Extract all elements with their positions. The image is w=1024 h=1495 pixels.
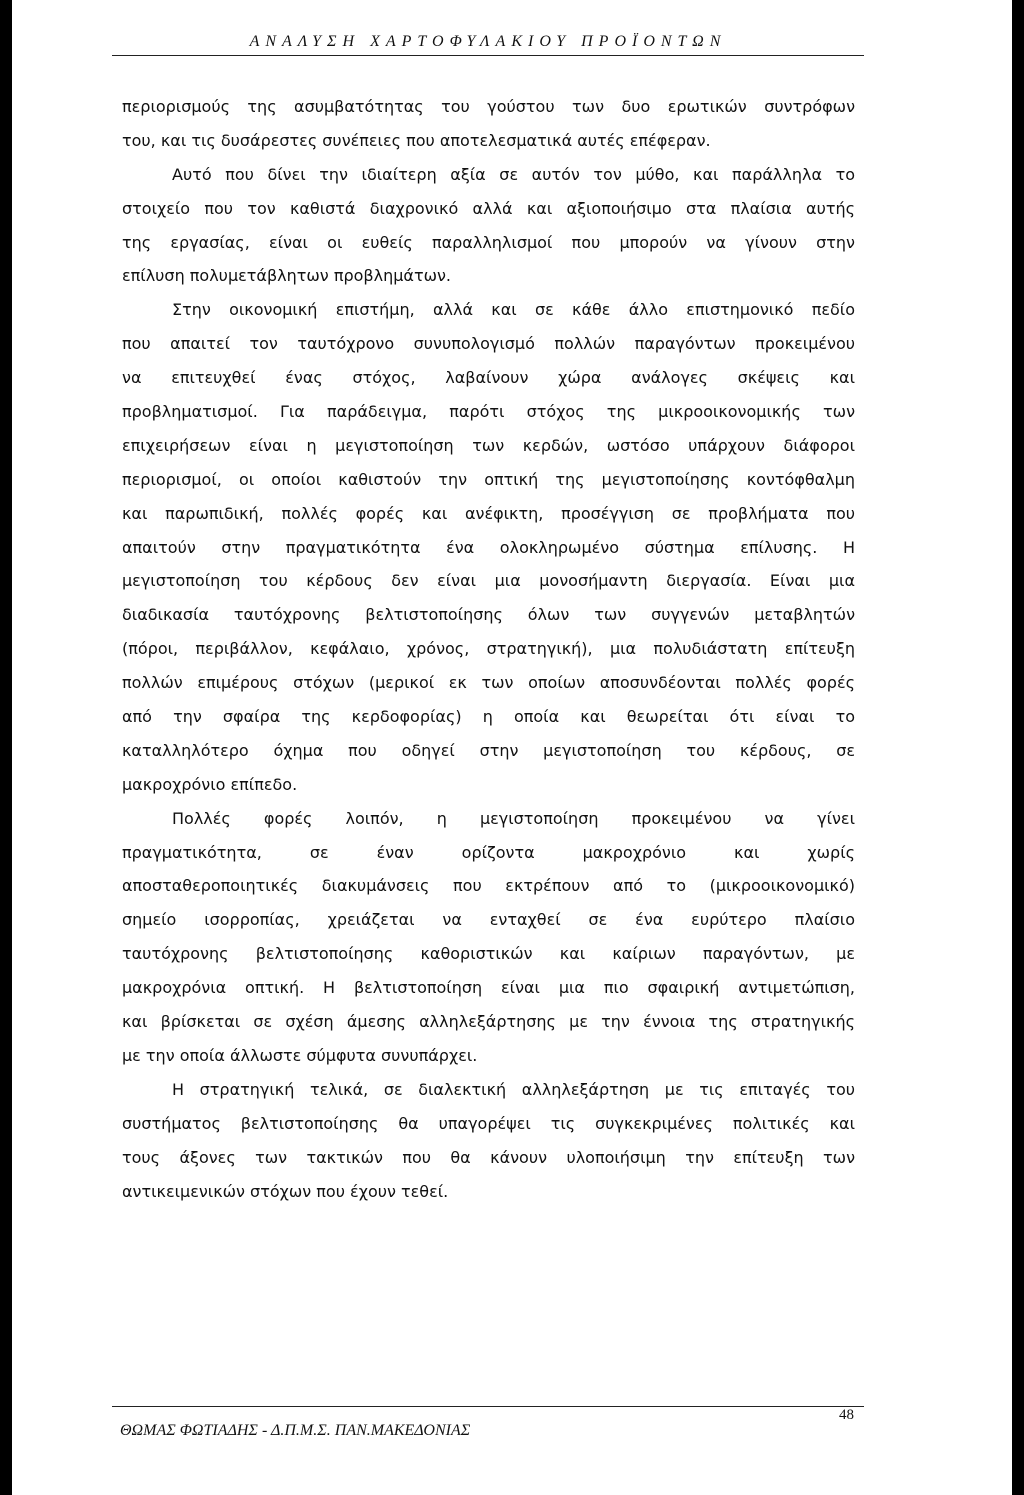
text-line: Αυτό που δίνει την ιδιαίτερη αξία σε αυτόν τον μύθο, και παράλληλα το [172, 164, 855, 184]
text-line: πραγματικότητα, σε έναν ορίζοντα μακροχρόνιο και χωρίς [122, 842, 855, 862]
text-line: από την σφαίρα της κερδοφορίας) η οποία και θεωρείται ότι είναι το [122, 707, 855, 727]
text-line: με την οποία άλλωστε σύμφυτα συνυπάρχει. [122, 1045, 478, 1065]
text-line: του, και τις δυσάρεστες συνέπειες που αποτελεσματικά αυτές επέφεραν. [122, 130, 711, 150]
text-line: αντικειμενικών στόχων που έχουν τεθεί. [122, 1181, 449, 1201]
header-rule [112, 55, 864, 56]
text-line: Η στρατηγική τελικά, σε διαλεκτική αλληλεξάρτηση με τις επιταγές του [172, 1079, 855, 1099]
footer-author-affiliation: ΘΩΜΑΣ ΦΩΤΙΑΔΗΣ - Δ.Π.Μ.Σ. ΠΑΝ.ΜΑΚΕΔΟΝΙΑΣ [120, 1422, 471, 1439]
body-text [122, 90, 855, 1208]
text-line: στοιχείο που τον καθιστά διαχρονικό αλλά και αξιοποιήσιμο στα πλαίσια αυτής [122, 198, 855, 218]
running-header-title: ΑΝΑΛΥΣΗ ΧΑΡΤΟΦΥΛΑΚΙΟΥ ΠΡΟΪΟΝΤΩΝ [249, 33, 727, 50]
text-line: επίλυση πολυμετάβλητων προβλημάτων. [122, 266, 451, 286]
text-line: αποσταθεροποιητικές διακυμάνσεις που εκτρέπουν από το (μικροοικονομικό) [122, 876, 855, 896]
text-line: διαδικασία ταυτόχρονης βελτιστοποίησης όλων των συγγενών μεταβλητών [122, 605, 855, 625]
text-line: μακροχρόνιο επίπεδο. [122, 774, 298, 794]
text-line: που απαιτεί τον ταυτόχρονο συνυπολογισμό πολλών παραγόντων προκειμένου [122, 334, 855, 354]
text-line: επιχειρήσεων είναι η μεγιστοποίηση των κερδών, ωστόσο υπάρχουν διάφοροι [122, 435, 855, 455]
text-line: περιορισμούς της ασυμβατότητας του γούστου των δυο ερωτικών συντρόφων [122, 97, 855, 116]
text-line: περιορισμοί, οι οποίοι καθιστούν την οπτική της μεγιστοποίησης κοντόφθαλμη [122, 469, 855, 489]
footer-rule [112, 1406, 864, 1407]
text-line: της εργασίας, είναι οι ευθείς παραλληλισμοί που μπορούν να γίνουν στην [122, 232, 855, 252]
text-line: ταυτόχρονης βελτιστοποίησης καθοριστικών και καίριων παραγόντων, με [122, 944, 855, 964]
text-line: σημείο ισορροπίας, χρειάζεται να ενταχθεί σε ένα ευρύτερο πλαίσιο [122, 910, 855, 930]
text-line: Πολλές φορές λοιπόν, η μεγιστοποίηση προκειμένου να γίνει [172, 808, 855, 828]
text-line: προβληματισμοί. Για παράδειγμα, παρότι στόχος της μικροοικονομικής των [122, 402, 855, 422]
page-number: 48 [839, 1407, 854, 1423]
text-line: μακροχρόνια οπτική. Η βελτιστοποίηση είναι μια πιο σφαιρική αντιμετώπιση, [122, 978, 855, 998]
text-line: συστήματος βελτιστοποίησης θα υπαγορέψει τις συγκεκριμένες πολιτικές και [122, 1113, 855, 1133]
text-line: και βρίσκεται σε σχέση άμεσης αλληλεξάρτησης με την έννοια της στρατηγικής [122, 1012, 855, 1032]
text-line: Στην οικονομική επιστήμη, αλλά και σε κάθε άλλο επιστημονικό πεδίο [172, 300, 855, 320]
text-line: πολλών επιμέρους στόχων (μερικοί εκ των οποίων αποσυνδέονται πολλές φορές [122, 673, 855, 693]
text-line: και παρωπιδική, πολλές φορές και ανέφικτη, προσέγγιση σε προβλήματα που [122, 503, 855, 523]
text-line: τους άξονες των τακτικών που θα κάνουν υλοποιήσιμη την επίτευξη των [122, 1147, 855, 1167]
text-line: απαιτούν στην πραγματικότητα ένα ολοκληρωμένο σύστημα επίλυσης. Η [122, 537, 855, 557]
text-line: να επιτευχθεί ένας στόχος, λαβαίνουν χώρα ανάλογες σκέψεις και [122, 368, 855, 388]
text-line: καταλληλότερο όχημα που οδηγεί στην μεγιστοποίηση του κέρδους, σε [122, 740, 855, 760]
text-line: (πόροι, περιβάλλον, κεφάλαιο, χρόνος, στρατηγική), μια πολυδιάστατη επίτευξη [122, 639, 855, 659]
document-page [12, 0, 1012, 1495]
text-line: μεγιστοποίηση του κέρδους δεν είναι μια μονοσήμαντη διεργασία. Είναι μια [122, 571, 855, 591]
